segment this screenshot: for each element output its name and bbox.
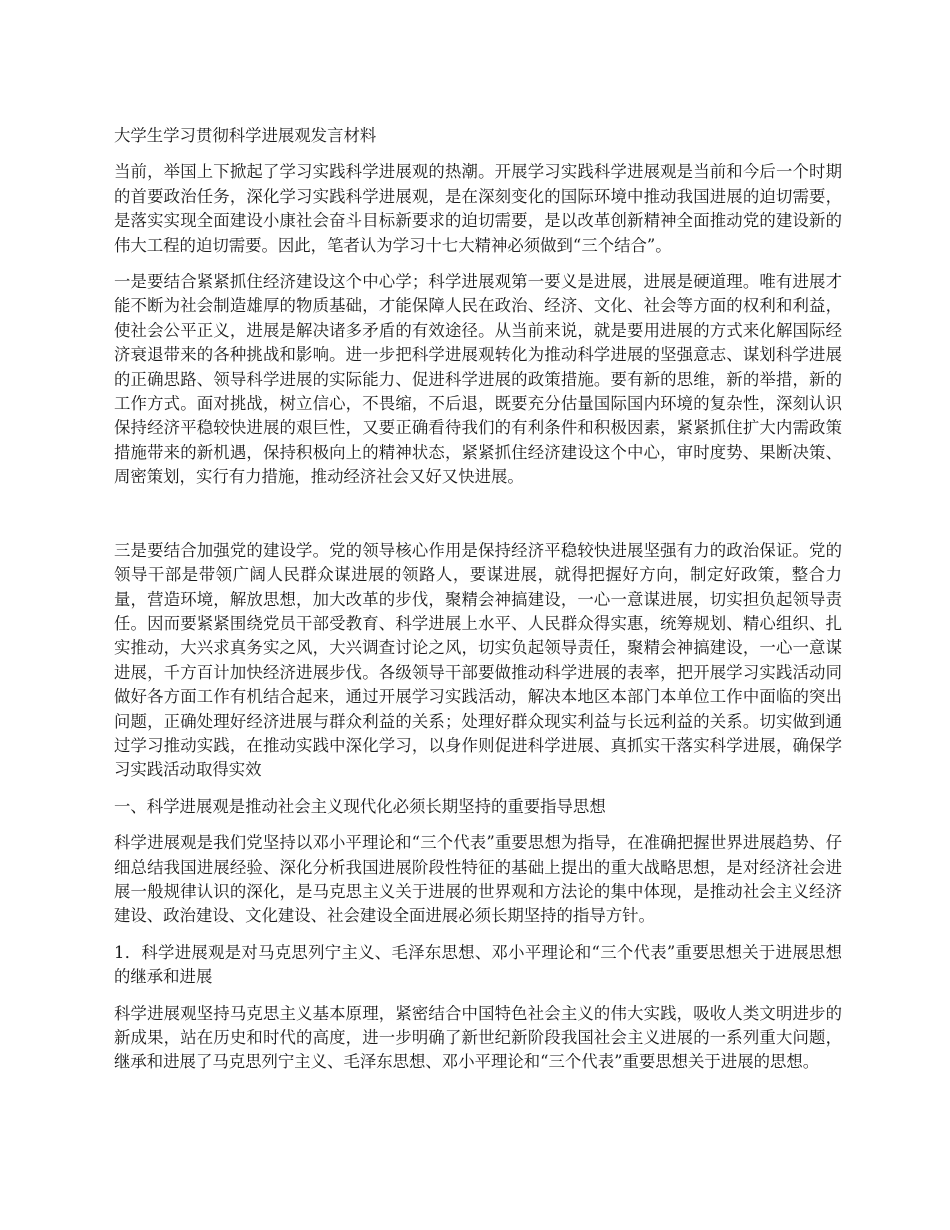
blank-gap bbox=[114, 502, 842, 539]
document-title: 大学生学习贯彻科学进展观发言材料 bbox=[114, 126, 377, 145]
paragraph-subsection-1: 科学进展观坚持马克思主义基本原理，紧密结合中国特色社会主义的伟大实践，吸收人类文明进步的新成果，站在历史和时代的高度，进一步明确了新世纪新阶段我国社会主义进展的一系列重大问题，继承和进展了马克思列宁主义、毛泽东思想、邓小平理论和“三个代表”重要思想关于进展的思想。 bbox=[114, 1003, 842, 1072]
paragraph-intro: 当前，举国上下掀起了学习实践科学进展观的热潮。开展学习实践科学进展观是当前和今后一个时期的首要政治任务，深化学习实践科学进展观，是在深刻变化的国际环境中推动我国进展的迫切需要，是落实实现全面建设小康社会奋斗目标新要求的迫切需要，是以改革创新精神全面推动党的建设新的伟大工程的迫切需要。因此，笔者认为学习十七大精神必须做到“三个结合”。 bbox=[114, 162, 842, 255]
paragraph-point-three: 三是要结合加强党的建设学。党的领导核心作用是保持经济平稳较快进展坚强有力的政治保证。党的领导干部是带领广阔人民群众谋进展的领路人，要谋进展，就得把握好方向，制定好政策，整合力量，营造环境，解放思想，加大改革的步伐，聚精会神搞建设，一心一意谋进展，切实担负起领导责任。因而要紧紧围绕党员干部受教育、科学进展上水平、人民群众得实惠，统筹规划、精心组织、扎实推动，大兴求真务实之风，大兴调查讨论之风，切实负起领导责任，聚精会神搞建设，一心一意谋进展，千方百计加快经济进展步伐。各级领导干部要做推动科学进展的表率，把开展学习实践活动同做好各方面工作有机结合起来，通过开展学习实践活动，解决本地区本部门本单位工作中面临的突出问题，正确处理好经济进展与群众利益的关系；处理好群众现实利益与长远利益的关系。切实做到通过学习推动实践，在推动实践中深化学习，以身作则促进科学进展、真抓实干落实科学进展，确保学习实践活动取得实效 bbox=[114, 540, 842, 780]
paragraph-section-one: 科学进展观是我们党坚持以邓小平理论和“三个代表”重要思想为指导，在准确把握世界进展趋势、仔细总结我国进展经验、深化分析我国进展阶段性特征的基础上提出的重大战略思想，是对经济社会进展一般规律认识的深化，是马克思主义关于进展的世界观和方法论的集中体现，是推动社会主义经济建设、政治建设、文化建设、社会建设全面进展必须长期坚持的指导方针。 bbox=[114, 833, 842, 926]
paragraph-point-one: 一是要结合紧紧抓住经济建设这个中心学；科学进展观第一要义是进展，进展是硬道理。唯有进展才能不断为社会制造雄厚的物质基础，才能保障人民在政治、经济、文化、社会等方面的权利和利益，使社会公平正义，进展是解决诸多矛盾的有效途径。从当前来说，就是要用进展的方式来化解国际经济衰退带来的各种挑战和影响。进一步把科学进展观转化为推动科学进展的坚强意志、谋划科学进展的正确思路、领导科学进展的实际能力、促进科学进展的政策措施。要有新的思维，新的举措，新的工作方式。面对挑战，树立信心，不畏缩，不后退，既要充分估量国际国内环境的复杂性，深刻认识保持经济平稳较快进展的艰巨性，又要正确看待我们的有利条件和积极因素，紧紧抓住扩大内需政策措施带来的新机遇，保持积极向上的精神状态，紧紧抓住经济建设这个中心，审时度势、果断决策、周密策划，实行有力措施，推动经济社会又好又快进展。 bbox=[114, 272, 842, 487]
section-heading-one: 一、科学进展观是推动社会主义现代化必须长期坚持的重要指导思想 bbox=[114, 796, 606, 816]
document-page bbox=[114, 124, 842, 1087]
subsection-heading-1: 1．科学进展观是对马克思列宁主义、毛泽东思想、邓小平理论和“三个代表”重要思想关于进展思想的继承和进展 bbox=[114, 942, 842, 987]
